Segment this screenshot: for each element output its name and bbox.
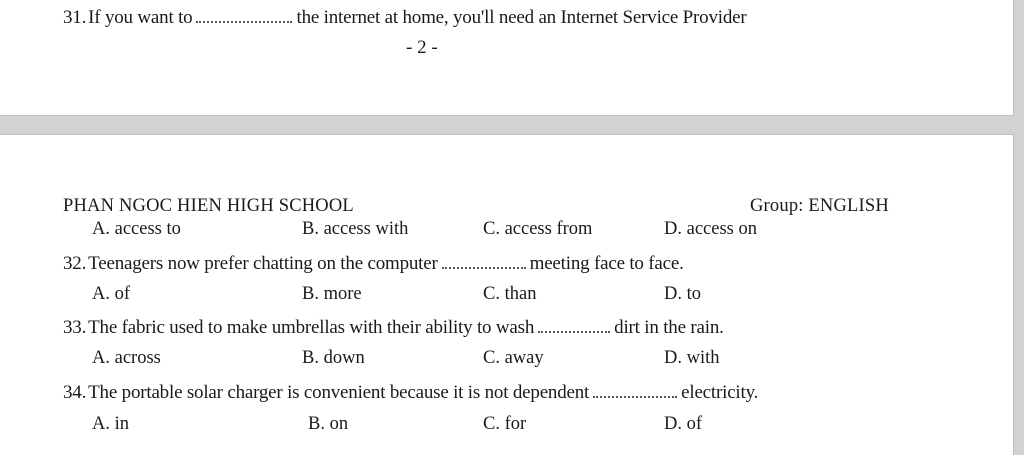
option-c[interactable]: C. access from: [483, 219, 593, 239]
question-number: 33.: [63, 317, 87, 338]
page-bottom: [0, 134, 1014, 455]
option-c[interactable]: C. for: [483, 414, 527, 434]
question-number: 34.: [63, 382, 87, 403]
option-c[interactable]: C. than: [483, 284, 537, 304]
option-d[interactable]: D. access on: [664, 219, 757, 239]
question-31: [63, 7, 747, 29]
question-32: [63, 253, 684, 275]
question-text-before: Teenagers now prefer chatting on the computer: [88, 253, 438, 274]
page-top: [0, 0, 1014, 116]
group-label: Group: ENGLISH: [750, 196, 889, 216]
answer-blank[interactable]: [538, 330, 610, 333]
question-text-before: The portable solar charger is convenient because it is not dependent: [88, 382, 590, 403]
option-b[interactable]: B. down: [302, 348, 365, 368]
answer-blank[interactable]: [442, 266, 526, 269]
option-b[interactable]: B. more: [302, 284, 362, 304]
option-b[interactable]: B. on: [308, 414, 349, 434]
option-d[interactable]: D. with: [664, 348, 720, 368]
question-text-before: If you want to: [88, 7, 193, 28]
answer-blank[interactable]: [593, 395, 677, 398]
option-b[interactable]: B. access with: [302, 219, 409, 239]
question-text-after: meeting face to face.: [529, 253, 684, 274]
question-number: 32.: [63, 253, 87, 274]
question-number: 31.: [63, 7, 87, 28]
page-number: - 2 -: [406, 37, 438, 58]
option-d[interactable]: D. to: [664, 284, 701, 304]
question-text-after: dirt in the rain.: [614, 317, 724, 338]
option-d[interactable]: D. of: [664, 414, 703, 434]
option-a[interactable]: A. across: [92, 348, 161, 368]
option-a[interactable]: A. access to: [92, 219, 181, 239]
question-text-before: The fabric used to make umbrellas with their ability to wash: [88, 317, 535, 338]
question-text-after: electricity.: [681, 382, 759, 403]
option-c[interactable]: C. away: [483, 348, 544, 368]
school-name: PHAN NGOC HIEN HIGH SCHOOL: [63, 196, 354, 216]
option-a[interactable]: A. of: [92, 284, 131, 304]
answer-blank[interactable]: [196, 20, 292, 23]
question-text-after: the internet at home, you'll need an Internet Service Provider: [296, 7, 747, 28]
question-33: [63, 317, 724, 339]
option-a[interactable]: A. in: [92, 414, 129, 434]
question-34: [63, 382, 758, 404]
